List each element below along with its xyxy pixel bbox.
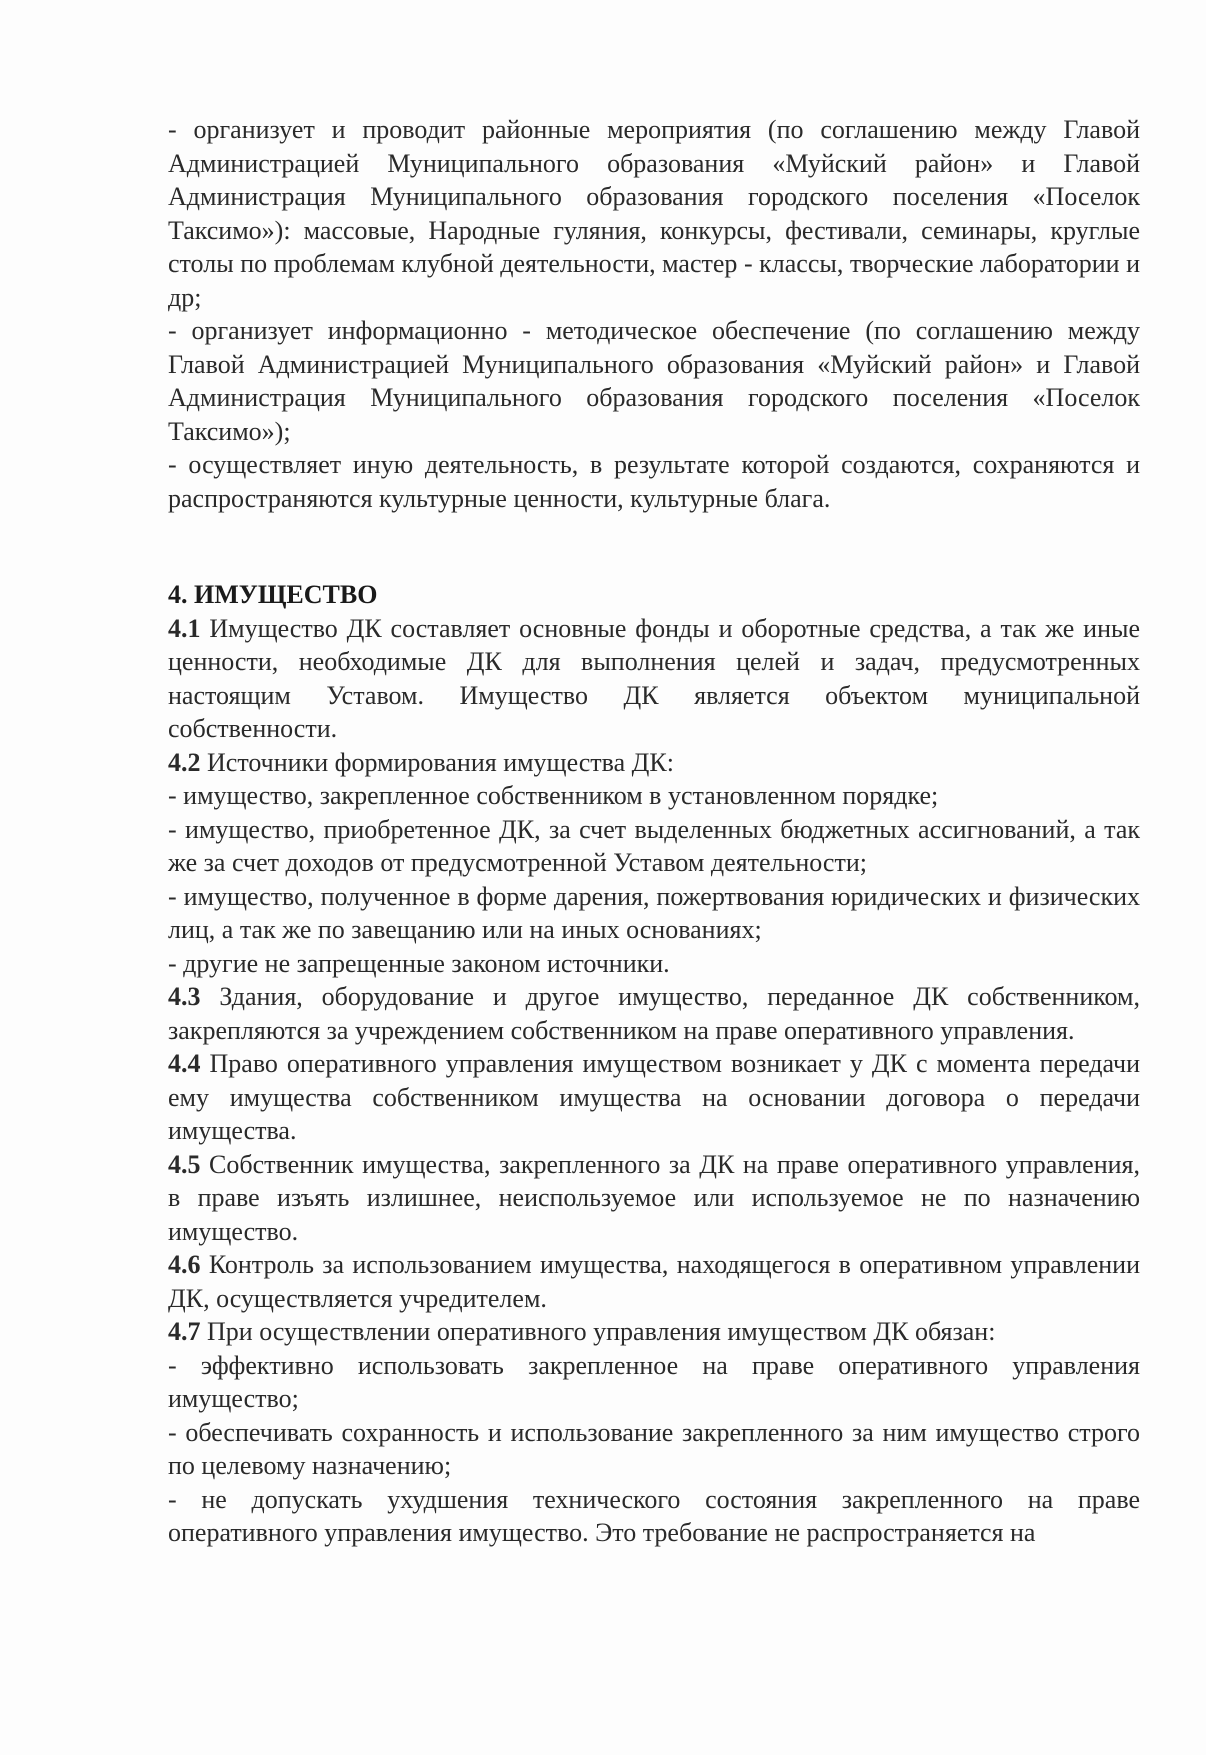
list-item: - другие не запрещенные законом источники.: [168, 948, 670, 978]
clause-4-3: [168, 980, 1140, 1047]
clause-4-4: [168, 1047, 1140, 1148]
clause-number: 4.6: [168, 1250, 201, 1279]
clause-text: Право оперативного управления имуществом возникает у ДК с момента передачи ему имущества собственником имущества на основании договора о передачи имущества.: [168, 1049, 1140, 1145]
clause-text: Контроль за использованием имущества, находящегося в оперативном управлении ДК, осуществляется учредителем.: [168, 1250, 1140, 1313]
list-item: - имущество, закрепленное собственником в установленном порядке;: [168, 781, 939, 810]
list-item: - эффективно использовать закрепленное на праве оперативного управления имущество;: [168, 1350, 1140, 1413]
list-item: - обеспечивать сохранность и использование закрепленного за ним имущество строго по целевому назначению;: [168, 1417, 1140, 1480]
intro-item-other-activity: - осуществляет иную деятельность, в результате которой создаются, сохраняются и распространяются культурные ценности, культурные блага.: [168, 450, 1140, 513]
clause-4-6: [168, 1248, 1140, 1315]
clause-number: 4.1: [168, 613, 201, 643]
section-property: [168, 578, 1140, 1550]
clause-text: Источники формирования имущества ДК:: [200, 747, 674, 777]
clause-4-7: [168, 1315, 1140, 1349]
clause-number: 4.4: [168, 1049, 201, 1078]
clause-text: При осуществлении оперативного управления имуществом ДК обязан:: [200, 1317, 996, 1346]
intro-item-methodology: - организует информационно - методическое обеспечение (по соглашению между Главой Администрацией Муниципального образования «Муйский район» и Главой Администрация Муниципального образования городского поселения «Поселок Таксимо»);: [168, 316, 1140, 446]
clause-number: 4.3: [168, 982, 201, 1011]
intro-item-events: - организует и проводит районные мероприятия (по соглашению между Главой Администрацией Муниципального образования «Муйский район» и Главой Администрация Муниципального образования городского поселения «Поселок Таксимо»): массовые, Народные гуляния, конкурсы, фестивали, семинары, круглые столы по проблемам клубной деятельности, мастер - классы, творческие лаборатории и др;: [168, 115, 1140, 312]
list-item: - имущество, полученное в форме дарения, пожертвования юридических и физических лиц, а так же по завещанию или на иных основаниях;: [168, 881, 1140, 944]
list-item: - имущество, приобретенное ДК, за счет выделенных бюджетных ассигнований, а так же за счет доходов от предусмотренной Уставом деятельности;: [168, 814, 1140, 877]
clause-number: 4.2: [168, 747, 201, 777]
section-heading: 4. ИМУЩЕСТВО: [168, 580, 378, 609]
clause-number: 4.5: [168, 1149, 201, 1179]
clause-4-1: [168, 612, 1140, 746]
clause-text: Собственник имущества, закрепленного за ДК на праве оперативного управления, в праве изъять излишнее, неиспользуемое или используемое не по назначению имущество.: [168, 1149, 1140, 1246]
clause-text: Здания, оборудование и другое имущество, переданное ДК собственником, закрепляются за учреждением собственником на праве оперативного управления.: [168, 982, 1140, 1045]
clause-text: Имущество ДК составляет основные фонды и оборотные средства, а так же иные ценности, необходимые ДК для выполнения целей и задач, предусмотренных настоящим Уставом. Имущество ДК является объектом муниципальной собственности.: [168, 613, 1140, 743]
clause-4-2: [168, 746, 1140, 780]
list-item: - не допускать ухудшения технического состояния закрепленного на праве оперативного управления имущество. Это требование не распространяется на: [168, 1484, 1140, 1547]
clause-4-5: [168, 1148, 1140, 1249]
clause-number: 4.7: [168, 1317, 201, 1346]
intro-list: [168, 113, 1140, 515]
